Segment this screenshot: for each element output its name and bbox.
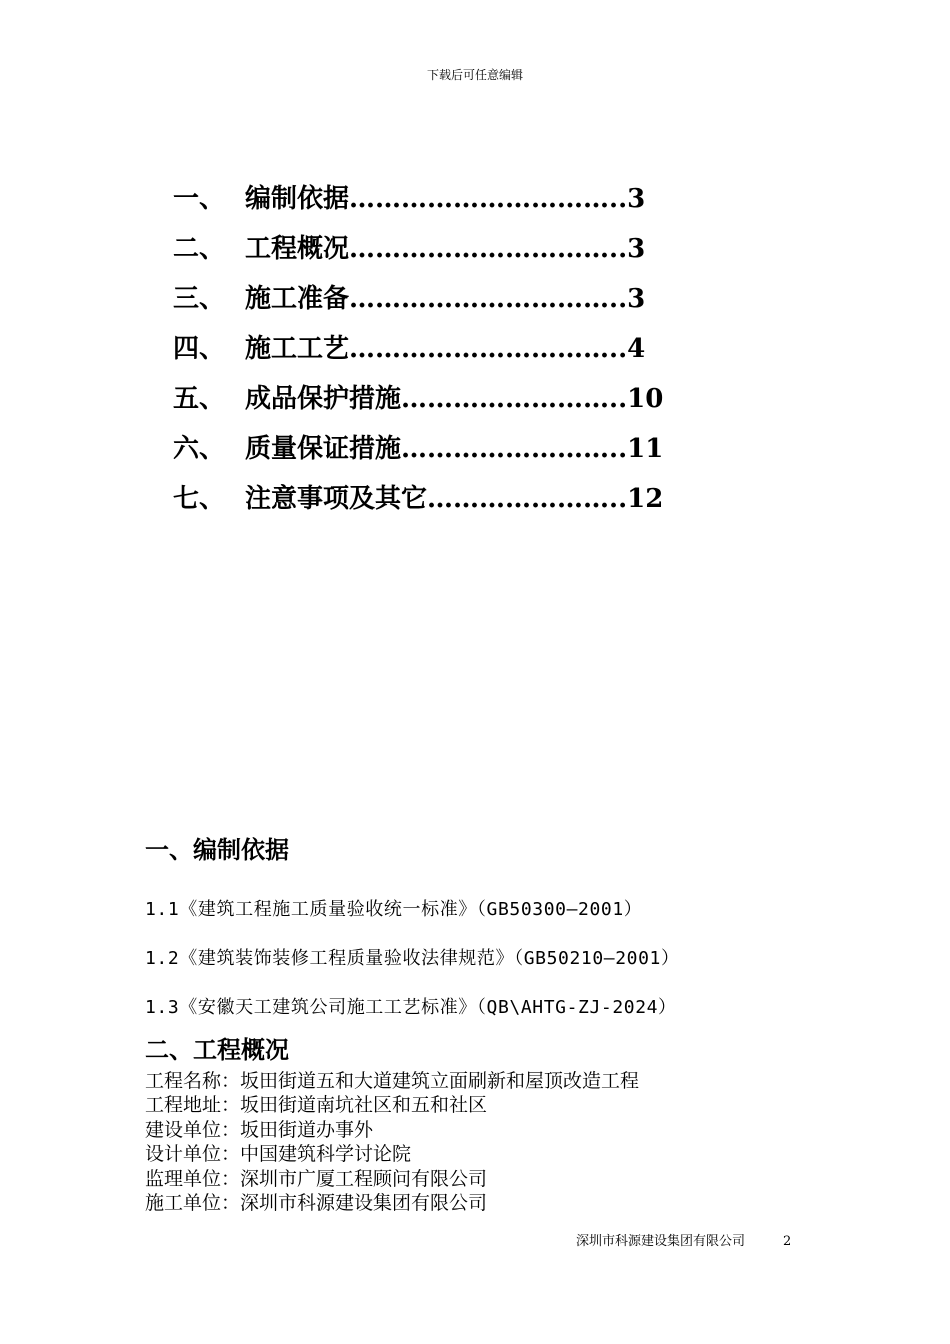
toc-page: ..3 bbox=[609, 234, 646, 264]
toc-title: 工程概况 bbox=[245, 234, 350, 264]
toc-number: 七、 bbox=[173, 484, 226, 514]
construction-unit: 施工单位：深圳市科源建设集团有限公司 bbox=[145, 1191, 488, 1214]
toc-page: ..4 bbox=[609, 334, 646, 364]
footer-company: 深圳市科源建设集团有限公司 bbox=[576, 1234, 746, 1249]
toc-title: 注意事项及其它 bbox=[245, 484, 428, 514]
toc-leader: …………………… bbox=[401, 434, 610, 464]
toc-leader: ………………………… bbox=[349, 284, 610, 314]
toc-number: 六、 bbox=[173, 434, 226, 464]
supervision-unit: 监理单位：深圳市广厦工程顾问有限公司 bbox=[145, 1167, 488, 1190]
toc-leader: ………………………… bbox=[349, 334, 610, 364]
toc-leader: ………………………… bbox=[349, 234, 610, 264]
toc-page: ..10 bbox=[609, 384, 664, 414]
section-heading: 一、编制依据 bbox=[145, 835, 289, 864]
project-info bbox=[145, 1069, 639, 1215]
toc-page: ..12 bbox=[609, 484, 664, 514]
toc-entry[interactable] bbox=[173, 277, 733, 327]
project-address: 工程地址：坂田街道南坑社区和五和社区 bbox=[145, 1094, 488, 1117]
toc-title: 编制依据 bbox=[245, 184, 350, 214]
toc-title: 施工准备 bbox=[245, 284, 350, 314]
toc-page: ..11 bbox=[609, 434, 664, 464]
toc-number: 二、 bbox=[173, 234, 226, 264]
toc-page: ..3 bbox=[609, 184, 646, 214]
toc-leader: ………………… bbox=[427, 484, 610, 514]
toc-entry[interactable] bbox=[173, 177, 733, 227]
reference-list bbox=[145, 897, 680, 1044]
toc-title: 成品保护措施 bbox=[245, 384, 402, 414]
reference-item: 1.3《安徽天工建筑公司施工工艺标准》（QB\AHTG-ZJ-2024） bbox=[145, 997, 677, 1018]
table-of-contents bbox=[173, 177, 733, 527]
design-unit: 设计单位：中国建筑科学讨论院 bbox=[145, 1143, 412, 1166]
toc-page: ..3 bbox=[609, 284, 646, 314]
toc-title: 质量保证措施 bbox=[245, 434, 402, 464]
toc-leader: ………………………… bbox=[349, 184, 610, 214]
reference-item: 1.2《建筑装饰装修工程质量验收法律规范》（GB50210—2001） bbox=[145, 948, 680, 969]
toc-entry[interactable] bbox=[173, 377, 733, 427]
toc-entry[interactable] bbox=[173, 477, 733, 527]
client-unit: 建设单位：坂田街道办事外 bbox=[145, 1118, 374, 1141]
project-name: 工程名称：坂田街道五和大道建筑立面刷新和屋顶改造工程 bbox=[145, 1070, 640, 1092]
toc-number: 三、 bbox=[173, 284, 226, 314]
reference-item: 1.1《建筑工程施工质量验收统一标准》（GB50300—2001） bbox=[145, 899, 643, 920]
toc-entry[interactable] bbox=[173, 327, 733, 377]
toc-entry[interactable] bbox=[173, 427, 733, 477]
toc-leader: …………………… bbox=[401, 384, 610, 414]
toc-entry[interactable] bbox=[173, 227, 733, 277]
page-footer bbox=[576, 1230, 791, 1249]
page-header: 下载后可任意编辑 bbox=[426, 68, 523, 82]
page-number: 2 bbox=[783, 1234, 792, 1249]
toc-number: 五、 bbox=[173, 384, 226, 414]
toc-number: 四、 bbox=[173, 334, 226, 364]
section-heading: 二、工程概况 bbox=[145, 1035, 289, 1064]
toc-number: 一、 bbox=[173, 184, 226, 214]
toc-title: 施工工艺 bbox=[245, 334, 350, 364]
